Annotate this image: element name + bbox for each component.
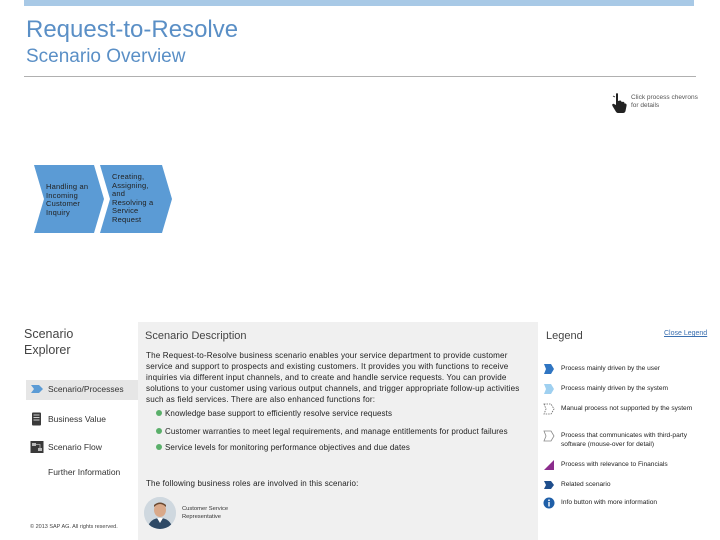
copyright-text: © 2013 SAP AG. All rights reserved. — [30, 524, 118, 530]
related-scenario-icon — [543, 479, 555, 491]
chevron-label: Handling an Incoming Customer Inquiry — [46, 182, 89, 217]
bullet-dot — [156, 428, 162, 434]
process-chevron-service-request[interactable] — [100, 165, 172, 233]
document-icon — [30, 412, 44, 426]
hand-pointer-icon — [611, 92, 627, 114]
flow-icon — [30, 440, 44, 454]
nav-item-scenario-flow[interactable]: Scenario Flow — [30, 438, 138, 458]
hint-text: Click process chevrons for details — [631, 94, 698, 109]
avatar[interactable] — [144, 497, 176, 529]
process-chevron-handling-inquiry[interactable] — [34, 165, 104, 233]
legend-title: Legend — [546, 330, 583, 342]
role-customer-service-representative[interactable]: Customer Service Representative — [182, 506, 229, 520]
bullet-item: Knowledge base support to efficiently resolve service requests — [156, 409, 392, 421]
business-roles-intro: The following business roles are involved in this scenario: — [146, 479, 359, 488]
financials-corner-icon — [543, 459, 555, 471]
system-process-chevron-icon — [543, 383, 555, 395]
nav-item-further-information[interactable]: Further Information — [48, 467, 121, 477]
person-avatar-icon — [144, 497, 176, 529]
info-button-icon — [543, 497, 555, 509]
bullet-dot — [156, 410, 162, 416]
user-process-chevron-icon — [543, 363, 555, 375]
chevron-label: Creating, Assigning, and Resolving a Service Request — [112, 172, 154, 224]
third-party-process-icon — [543, 430, 555, 442]
click-hint — [611, 92, 707, 114]
manual-process-chevron-icon — [543, 403, 555, 415]
bullet-item: Service levels for monitoring performance objectives and due dates — [156, 443, 410, 455]
nav-item-scenario-processes[interactable]: Scenario/Processes — [26, 380, 138, 400]
top-accent-bar — [24, 0, 694, 6]
title-divider — [24, 76, 696, 77]
scenario-explorer-title: Scenario Explorer — [24, 327, 74, 357]
scenario-description-body: The Request-to-Resolve business scenario enables your service department to provide customer service and support to prospects and existing customers. It provides you with functions to receive inquiries via different input channels, and to create and handle service requests. You can provide solutions to your customer using various output channels, and trigger appropriate follow-up activities such as field services. There are also enhanced functions for: — [146, 351, 520, 404]
nav-item-business-value[interactable]: Business Value — [30, 410, 138, 430]
processes-icon — [30, 382, 44, 396]
page-title: Request-to-Resolve — [26, 16, 239, 43]
close-legend-link[interactable]: Close Legend — [664, 330, 708, 337]
page-subtitle: Scenario Overview — [26, 46, 186, 67]
bullet-item: Customer warranties to meet legal requirements, and manage entitlements for product failures — [156, 427, 508, 439]
scenario-description-title: Scenario Description — [145, 330, 247, 342]
bullet-dot — [156, 444, 162, 450]
